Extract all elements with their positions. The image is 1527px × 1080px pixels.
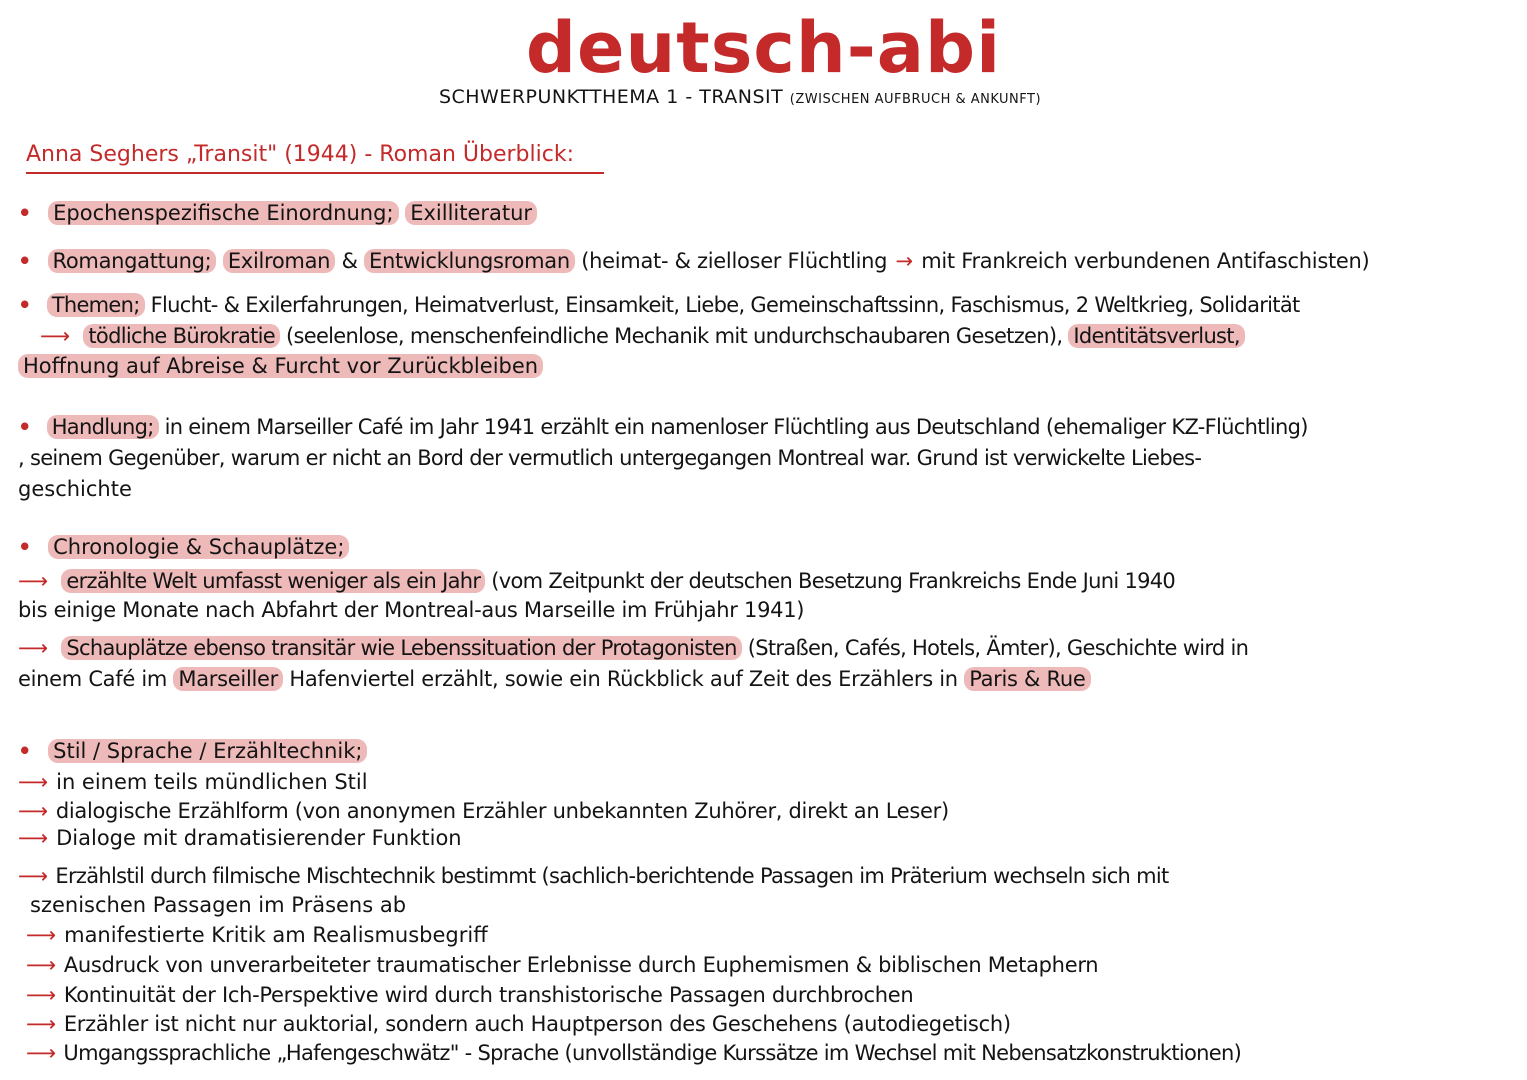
stil-item: [26, 1009, 1516, 1039]
stil-item-text: in einem teils mündlichen Stil: [56, 770, 368, 794]
chronologie-p2-text: (Straßen, Cafés, Hotels, Ämter), Geschichte wird in: [747, 636, 1249, 660]
arrow-right-icon: ⟶: [26, 923, 57, 947]
arrow-right-icon: ⟶: [18, 799, 48, 823]
arrow-right-icon: ⟶: [26, 1012, 56, 1036]
stil-item: [18, 767, 1508, 797]
subtitle-main: SCHWERPUNKTTHEMA 1 - TRANSIT: [438, 86, 784, 108]
epoche-label: Epochenspezifische Einordnung;: [48, 201, 398, 225]
handlung-label: Handlung;: [47, 415, 159, 439]
chronologie-p1-text: (vom Zeitpunkt der deutschen Besetzung Frankreichs Ende Juni 1940: [491, 569, 1176, 593]
chronologie-p2-text-a: einem Café im: [18, 667, 168, 691]
arrow-right-icon: ⟶: [18, 636, 48, 660]
bullet-icon: •: [18, 415, 31, 439]
themen-hoffnung: Hoffnung auf Abreise & Furcht vor Zurückbleiben: [18, 354, 543, 378]
arrow-right-icon: ⟶: [18, 569, 48, 593]
arrow-right-icon: ⟶: [26, 1041, 56, 1065]
themen-list: Flucht- & Exilerfahrungen, Heimatverlust, Einsamkeit, Liebe, Gemeinschaftssinn, Faschismus, 2 Weltkrieg, Solidarität: [150, 293, 1300, 317]
gattung-value-1: Exilroman: [223, 249, 335, 273]
gattung-line: [18, 246, 1508, 276]
handlung-line-1: [18, 412, 1508, 442]
stil-label: Stil / Sprache / Erzähltechnik;: [48, 739, 367, 763]
chronologie-p1-line-1: [18, 566, 1508, 596]
gattung-value-2: Entwicklungsroman: [364, 249, 575, 273]
bullet-icon: •: [18, 201, 32, 225]
stil-heading: [18, 736, 1508, 766]
page-title: deutsch-abi: [525, 7, 1002, 89]
chronologie-p2-line-2: [18, 664, 1508, 694]
chronologie-p1-highlight: erzählte Welt umfasst weniger als ein Jahr: [61, 569, 485, 593]
handlung-text-1: in einem Marseiller Café im Jahr 1941 erzählt ein namenloser Flüchtling aus Deutschland (ehemaliger KZ-Flüchtling): [164, 415, 1308, 439]
chronologie-p2-line-1: [18, 633, 1508, 663]
themen-label: Themen;: [47, 293, 145, 317]
stil-item: [26, 920, 1516, 950]
themen-identitaet: Identitätsverlust,: [1068, 324, 1244, 348]
stil-item-text: Kontinuität der Ich-Perspektive wird durch transhistorische Passagen durchbrochen: [63, 983, 914, 1007]
stil-item-text: Erzählstil durch filmische Mischtechnik bestimmt (sachlich-berichtende Passagen im Präterium wechseln sich mit: [55, 864, 1169, 888]
themen-line-2-text: (seelenlose, menschenfeindliche Mechanik mit undurchschaubaren Gesetzen),: [286, 324, 1063, 348]
bullet-icon: •: [18, 535, 32, 559]
handlung-line-2: , seinem Gegenüber, warum er nicht an Bord der vermutlich untergegangen Montreal war. Grund ist verwickelte Liebes-: [18, 446, 1202, 470]
gattung-amp: &: [341, 249, 358, 273]
stil-item-text: manifestierte Kritik am Realismusbegriff: [64, 923, 488, 947]
epoche-value: Exilliteratur: [405, 201, 537, 225]
bullet-icon: •: [18, 739, 32, 763]
themen-buerokratie: tödliche Bürokratie: [83, 324, 280, 348]
chronologie-paris: Paris & Rue: [964, 667, 1090, 691]
bullet-icon: •: [18, 293, 31, 317]
chronologie-heading: [18, 532, 1508, 562]
chronologie-p2-highlight: Schauplätze ebenso transitär wie Lebenssituation der Protagonisten: [61, 636, 741, 660]
arrow-right-icon: ⟶: [18, 826, 49, 850]
gattung-label: Romangattung;: [48, 249, 217, 273]
stil-item: [18, 796, 1508, 826]
themen-line-1: [18, 290, 1508, 320]
stil-item-text: Dialoge mit dramatisierender Funktion: [56, 826, 462, 850]
gattung-detail-b: mit Frankreich verbundenen Antifaschisten): [921, 249, 1370, 273]
gattung-detail-a: (heimat- & zielloser Flüchtling: [581, 249, 888, 273]
epoche-line: [18, 198, 1508, 228]
stil-item-text: dialogische Erzählform (von anonymen Erzähler unbekannten Zuhörer, direkt an Leser): [55, 799, 949, 823]
arrow-right-icon: ⟶: [18, 864, 48, 888]
handlung-line-3: geschichte: [18, 477, 132, 501]
arrow-right-icon: ⟶: [26, 953, 56, 977]
bullet-icon: •: [18, 249, 32, 273]
stil-item-text: Erzähler ist nicht nur auktorial, sondern auch Hauptperson des Geschehens (autodiegetisch): [63, 1012, 1011, 1036]
chronologie-label: Chronologie & Schauplätze;: [48, 535, 349, 559]
arrow-right-icon: ⟶: [26, 983, 56, 1007]
novel-heading: Anna Seghers „Transit" (1944) - Roman Überblick:: [26, 138, 604, 174]
stil-item: [26, 980, 1516, 1010]
stil-item-text: Umgangssprachliche „Hafengeschwätz" - Sprache (unvollständige Kurssätze im Wechsel mit Nebensatzkonstruktionen): [63, 1041, 1242, 1065]
stil-item: [26, 950, 1516, 980]
themen-line-3: [18, 351, 1508, 381]
page-subtitle: [0, 84, 1480, 113]
stil-item-text: Ausdruck von unverarbeiteter traumatischer Erlebnisse durch Euphemismen & biblischen Metaphern: [63, 953, 1099, 977]
stil-item: [18, 861, 1508, 891]
arrow-right-icon: ⟶: [40, 324, 70, 348]
themen-line-2: [18, 321, 1508, 351]
subtitle-small: (ZWISCHEN AUFBRUCH & ANKUNFT): [789, 92, 1042, 107]
chronologie-marseiller: Marseiller: [173, 667, 283, 691]
chronologie-p1-line-2: bis einige Monate nach Abfahrt der Montreal-aus Marseille im Frühjahr 1941): [18, 598, 805, 622]
stil-item: [18, 823, 1508, 853]
arrow-right-icon: ⟶: [18, 770, 49, 794]
stil-item-continuation: szenischen Passagen im Präsens ab: [30, 893, 407, 917]
arrow-right-icon: →: [895, 249, 913, 273]
stil-item: [26, 1038, 1516, 1068]
chronologie-p2-text-b: Hafenviertel erzählt, sowie ein Rückblick auf Zeit des Erzählers in: [289, 667, 958, 691]
